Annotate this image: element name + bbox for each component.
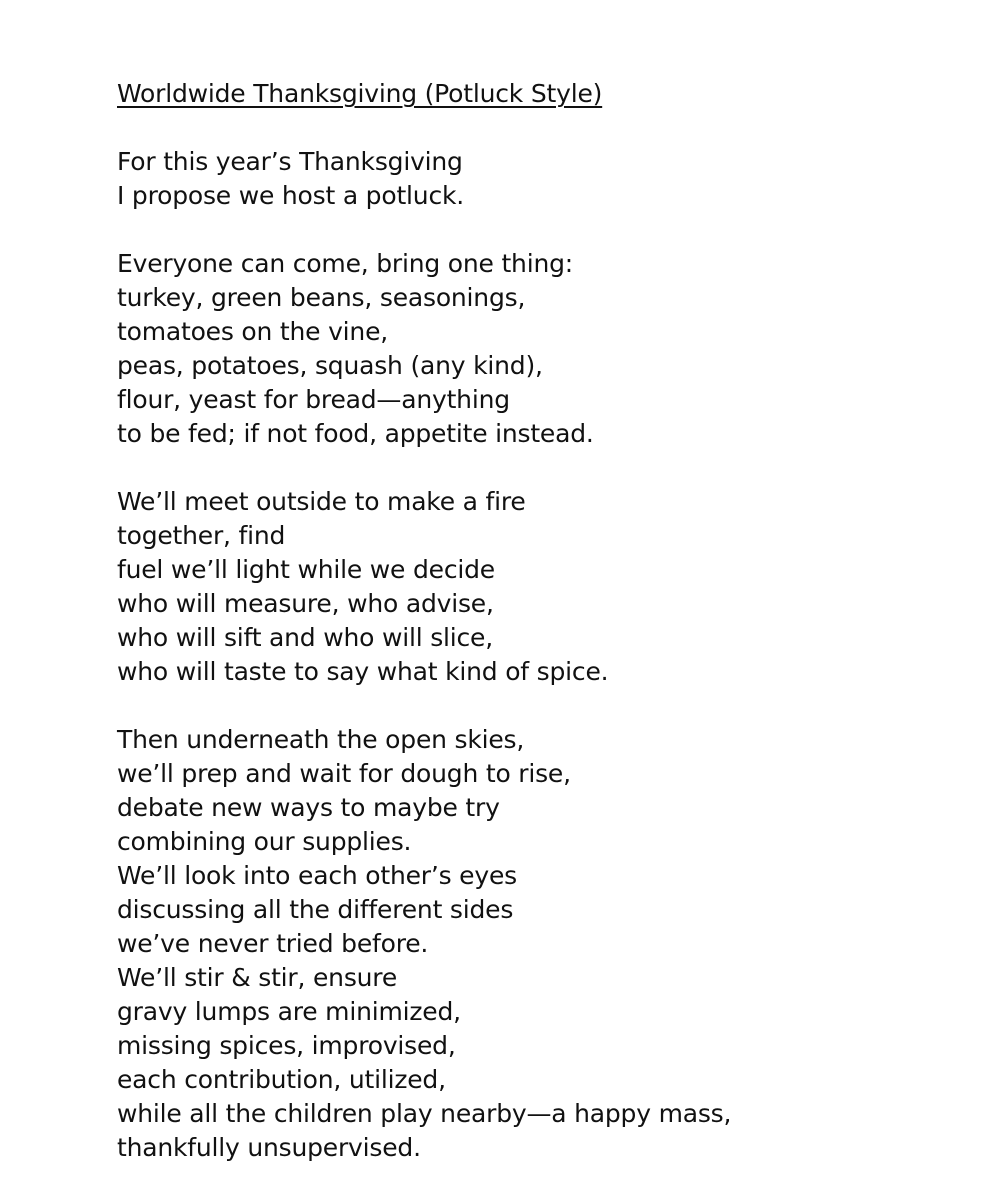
poem-line: peas, potatoes, squash (any kind), [117,351,543,380]
poem-line: discussing all the different sides [117,895,514,924]
stanza-3 [117,485,977,689]
poem-line: flour, yeast for bread—anything [117,385,510,414]
poem-line: We’ll stir & stir, ensure [117,963,398,992]
poem-title: Worldwide Thanksgiving (Potluck Style) [117,79,603,108]
stanza-1 [117,145,977,213]
poem-line: debate new ways to maybe try [117,793,500,822]
poem-line: I propose we host a potluck. [117,181,465,210]
poem-line: missing spices, improvised, [117,1031,456,1060]
poem-line: together, find [117,521,286,550]
poem-line: thankfully unsupervised. [117,1133,421,1162]
poem-line: we’ve never tried before. [117,929,429,958]
stanza-2 [117,247,977,451]
poem-document [117,77,977,1165]
poem-line: turkey, green beans, seasonings, [117,283,526,312]
poem-line: Everyone can come, bring one thing: [117,249,573,278]
poem-line: while all the children play nearby—a happy mass, [117,1099,732,1128]
poem-line: who will taste to say what kind of spice. [117,657,609,686]
poem-line: gravy lumps are minimized, [117,997,461,1026]
poem-line: tomatoes on the vine, [117,317,388,346]
poem-line: who will sift and who will slice, [117,623,493,652]
poem-line: fuel we’ll light while we decide [117,555,495,584]
poem-line: to be fed; if not food, appetite instead. [117,419,594,448]
poem-line: We’ll meet outside to make a fire [117,487,526,516]
poem-line: For this year’s Thanksgiving [117,147,463,176]
poem-line: Then underneath the open skies, [117,725,525,754]
poem-line: each contribution, utilized, [117,1065,446,1094]
poem-line: we’ll prep and wait for dough to rise, [117,759,571,788]
poem-line: who will measure, who advise, [117,589,494,618]
poem-line: combining our supplies. [117,827,412,856]
stanza-4 [117,723,977,1165]
poem-line: We’ll look into each other’s eyes [117,861,517,890]
